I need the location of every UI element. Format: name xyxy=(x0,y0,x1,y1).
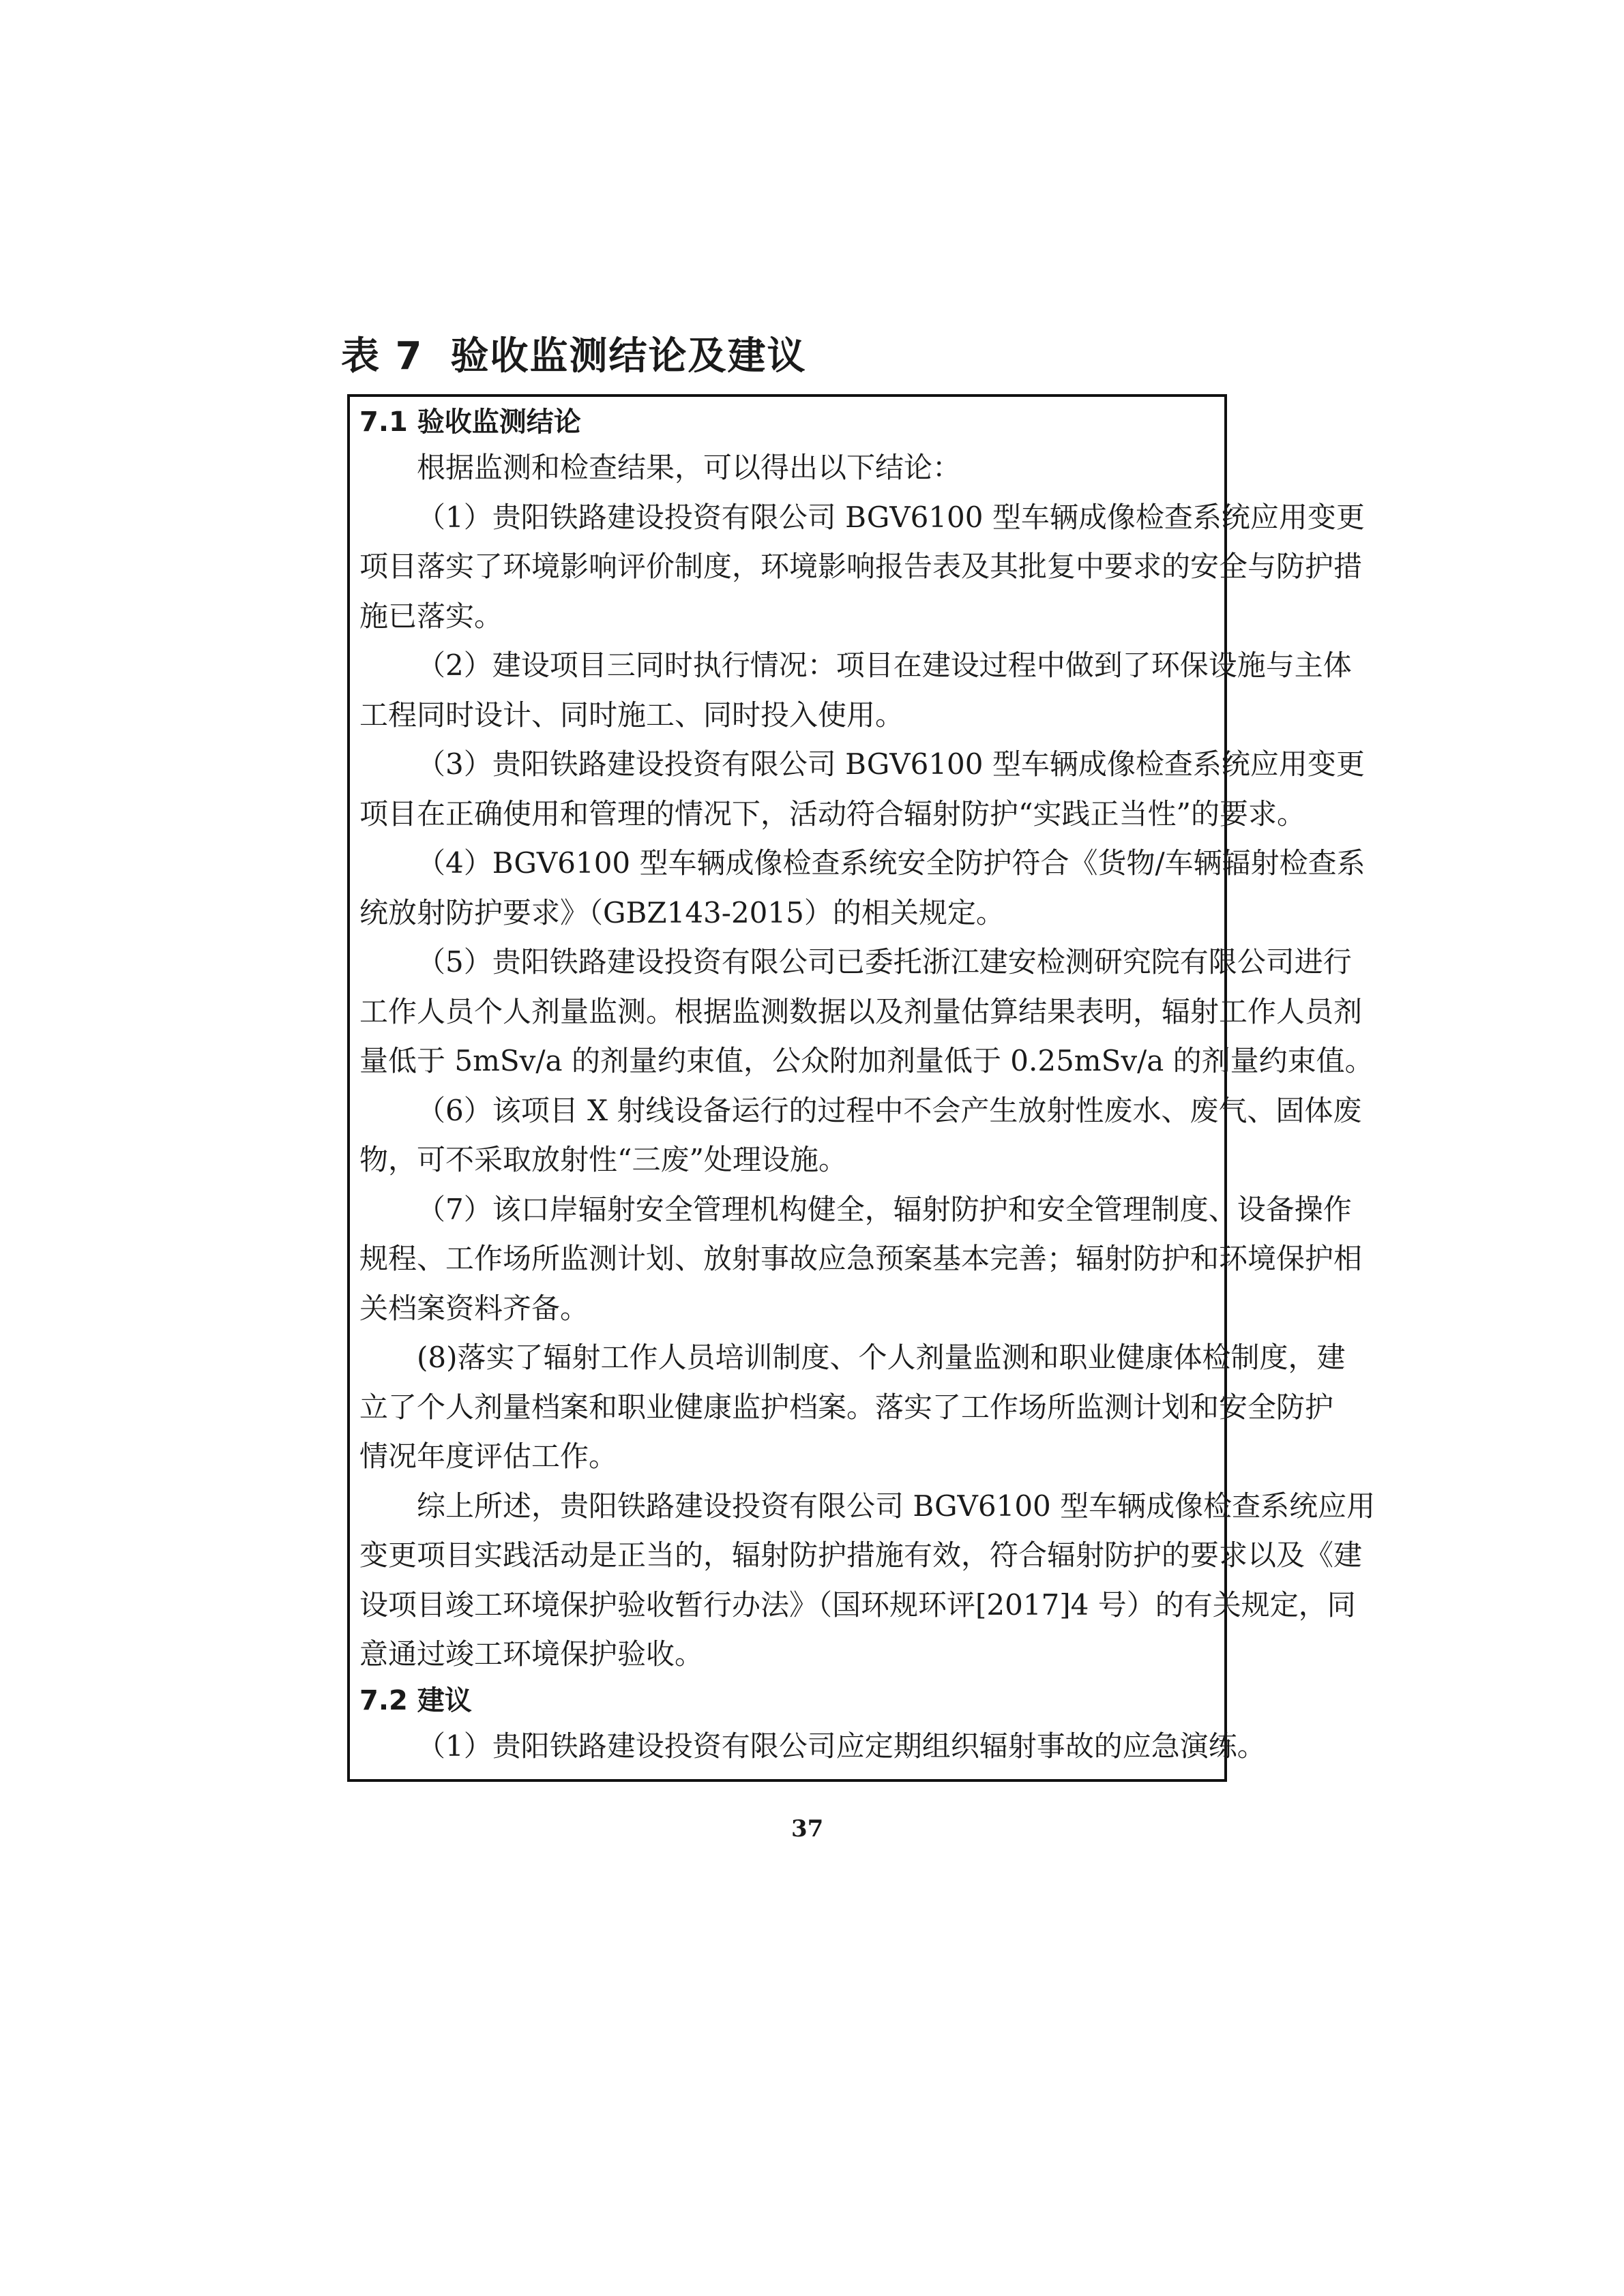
text-line: 立了个人剂量档案和职业健康监护档案。落实了工作场所监测计划和安全防护 xyxy=(359,1390,1334,1424)
text-line: 项目在正确使用和管理的情况下，活动符合辐射防护“实践正当性”的要求。 xyxy=(359,796,1305,831)
paragraph xyxy=(359,740,1365,839)
section-heading: 7.1 验收监测结论 xyxy=(359,406,581,438)
paragraph xyxy=(359,1185,1363,1334)
text-line: 工作人员个人剂量监测。根据监测数据以及剂量估算结果表明，辐射工作人员剂 xyxy=(359,994,1363,1028)
text-line: （2）建设项目三同时执行情况：项目在建设过程中做到了环保设施与主体 xyxy=(417,648,1352,682)
text-line: 工程同时设计、同时施工、同时投入使用。 xyxy=(359,698,904,732)
text-line: （3）贵阳铁路建设投资有限公司 BGV6100 型车辆成像检查系统应用变更 xyxy=(417,747,1365,781)
paragraph xyxy=(359,938,1374,1086)
table-title: 验收监测结论及建议 xyxy=(450,334,807,378)
text-line: 施已落实。 xyxy=(359,599,503,633)
paragraph xyxy=(359,1086,1362,1185)
table-number: 表 7 xyxy=(341,334,424,378)
text-line: （6）该项目 X 射线设备运行的过程中不会产生放射性废水、废气、固体废 xyxy=(417,1093,1362,1127)
text-line: 设项目竣工环境保护验收暂行办法》（国环规环评[2017]4 号）的有关规定，同 xyxy=(359,1587,1356,1622)
page-title xyxy=(341,326,806,381)
text-line: 情况年度评估工作。 xyxy=(359,1440,618,1473)
text-line: (8)落实了辐射工作人员培训制度、个人剂量监测和职业健康体检制度，建 xyxy=(417,1341,1346,1374)
text-line: 关档案资料齐备。 xyxy=(359,1291,589,1325)
paragraph xyxy=(359,641,1352,740)
text-line: 物，可不采取放射性“三废”处理设施。 xyxy=(359,1143,847,1176)
text-line: （5）贵阳铁路建设投资有限公司已委托浙江建安检测研究院有限公司进行 xyxy=(417,945,1352,979)
paragraph xyxy=(359,1333,1346,1482)
text-line: （1）贵阳铁路建设投资有限公司应定期组织辐射事故的应急演练。 xyxy=(417,1729,1266,1763)
paragraph xyxy=(359,493,1365,642)
content-box xyxy=(347,394,1376,1782)
text-line: 变更项目实践活动是正当的，辐射防护措施有效，符合辐射防护的要求以及《建 xyxy=(359,1538,1363,1572)
paragraph xyxy=(359,1722,1266,1772)
content-body xyxy=(359,401,1376,1771)
text-line: 意通过竣工环境保护验收。 xyxy=(359,1637,704,1671)
text-line: 量低于 5mSv/a 的剂量约束值，公众附加剂量低于 0.25mSv/a 的剂量约束值。 xyxy=(359,1044,1374,1077)
paragraph xyxy=(359,1482,1376,1680)
text-line: （1）贵阳铁路建设投资有限公司 BGV6100 型车辆成像检查系统应用变更 xyxy=(417,500,1365,534)
text-line: 综上所述，贵阳铁路建设投资有限公司 BGV6100 型车辆成像检查系统应用 xyxy=(417,1489,1376,1523)
text-line: 项目落实了环境影响评价制度，环境影响报告表及其批复中要求的安全与防护措 xyxy=(359,550,1363,583)
text-line: 规程、工作场所监测计划、放射事故应急预案基本完善；辐射防护和环境保护相 xyxy=(359,1242,1363,1275)
page-number: 37 xyxy=(791,1815,824,1843)
paragraph xyxy=(359,443,1212,493)
text-line: （7）该口岸辐射安全管理机构健全，辐射防护和安全管理制度、设备操作 xyxy=(417,1192,1352,1226)
section-heading: 7.2 建议 xyxy=(359,1684,472,1716)
text-line: （4）BGV6100 型车辆成像检查系统安全防护符合《货物/车辆辐射检查系 xyxy=(417,846,1365,880)
text-line: 统放射防护要求》（GBZ143-2015）的相关规定。 xyxy=(359,895,1005,929)
text-line: 根据监测和检查结果，可以得出以下结论： xyxy=(417,451,962,484)
paragraph xyxy=(359,839,1365,938)
